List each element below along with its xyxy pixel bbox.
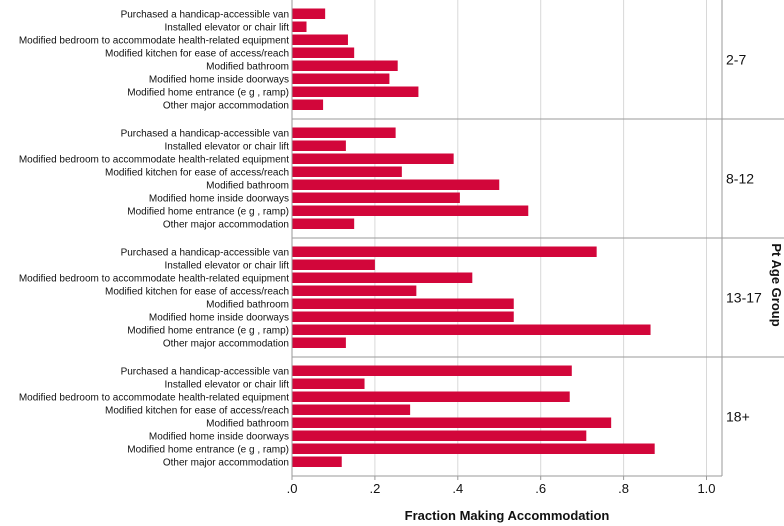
category-labels (19, 9, 289, 468)
bar (292, 392, 570, 403)
category-label: Modified kitchen for ease of access/reach (105, 286, 289, 298)
bar (292, 338, 346, 349)
bar (292, 167, 402, 178)
panel-axis-title: Pt Age Group (769, 243, 784, 327)
bar (292, 286, 416, 297)
category-label: Modified kitchen for ease of access/reach (105, 48, 289, 60)
category-label: Modified home inside doorways (148, 312, 289, 324)
category-label: Modified home inside doorways (148, 193, 289, 205)
category-label: Modified bedroom to accommodate health-related equipment (18, 154, 289, 166)
bar (292, 100, 323, 111)
category-label: Installed elevator or chair lift (164, 22, 289, 34)
category-label: Modified bedroom to accommodate health-related equipment (18, 392, 289, 404)
bar (292, 180, 499, 191)
bar (292, 418, 611, 429)
bar (292, 273, 472, 284)
x-tick-label: .8 (618, 481, 630, 496)
category-label: Installed elevator or chair lift (164, 141, 289, 153)
x-tick-label: .0 (286, 481, 298, 496)
bar (292, 9, 325, 20)
category-label: Purchased a handicap-accessible van (120, 128, 289, 140)
category-label: Purchased a handicap-accessible van (120, 247, 289, 259)
category-label: Purchased a handicap-accessible van (120, 366, 289, 378)
bar (292, 22, 307, 33)
bar (292, 405, 410, 416)
category-label: Modified home entrance (e g , ramp) (127, 325, 289, 337)
bar (292, 219, 354, 230)
bar (292, 61, 398, 72)
category-label: Modified kitchen for ease of access/reach (105, 167, 289, 179)
bar (292, 325, 651, 336)
category-label: Other major accommodation (162, 457, 289, 469)
panel-label: 13-17 (726, 289, 762, 306)
category-label: Modified bathroom (206, 418, 289, 430)
bar (292, 128, 396, 139)
bar (292, 206, 528, 217)
bar (292, 35, 348, 46)
bar (292, 457, 342, 468)
bar (292, 312, 514, 323)
bar (292, 431, 586, 442)
category-label: Other major accommodation (162, 219, 289, 231)
bar (292, 366, 572, 377)
x-tick-label: .4 (452, 481, 464, 496)
category-label: Modified home entrance (e g , ramp) (127, 206, 289, 218)
bar (292, 48, 354, 59)
bar (292, 74, 389, 85)
category-label: Modified home inside doorways (148, 431, 289, 443)
category-label: Modified home entrance (e g , ramp) (127, 444, 289, 456)
bar (292, 379, 365, 390)
category-label: Modified bathroom (206, 180, 289, 192)
category-label: Modified bedroom to accommodate health-related equipment (18, 35, 289, 47)
bar (292, 154, 454, 165)
x-tick-label: .6 (535, 481, 547, 496)
category-label: Modified bathroom (206, 299, 289, 311)
category-label: Modified kitchen for ease of access/reach (105, 405, 289, 417)
category-label: Modified bedroom to accommodate health-related equipment (18, 273, 289, 285)
x-axis-title: Fraction Making Accommodation (404, 508, 610, 523)
x-tick-label: .2 (369, 481, 381, 496)
category-label: Purchased a handicap-accessible van (120, 9, 289, 21)
category-label: Installed elevator or chair lift (164, 379, 289, 391)
bar (292, 87, 418, 98)
bar (292, 444, 655, 455)
bar (292, 193, 460, 204)
category-label: Modified home entrance (e g , ramp) (127, 87, 289, 99)
bar (292, 299, 514, 310)
x-tick-label: 1.0 (697, 481, 716, 496)
x-axis-ticks (287, 476, 716, 496)
category-label: Modified bathroom (206, 61, 289, 73)
panel-label: 2-7 (726, 51, 747, 68)
category-label: Modified home inside doorways (148, 74, 289, 86)
panel-label: 8-12 (726, 170, 755, 187)
category-label: Installed elevator or chair lift (164, 260, 289, 272)
category-label: Other major accommodation (162, 338, 289, 350)
bar (292, 141, 346, 152)
panel-label: 18+ (726, 408, 750, 425)
bar (292, 260, 375, 271)
bar (292, 247, 597, 258)
category-label: Other major accommodation (162, 100, 289, 112)
